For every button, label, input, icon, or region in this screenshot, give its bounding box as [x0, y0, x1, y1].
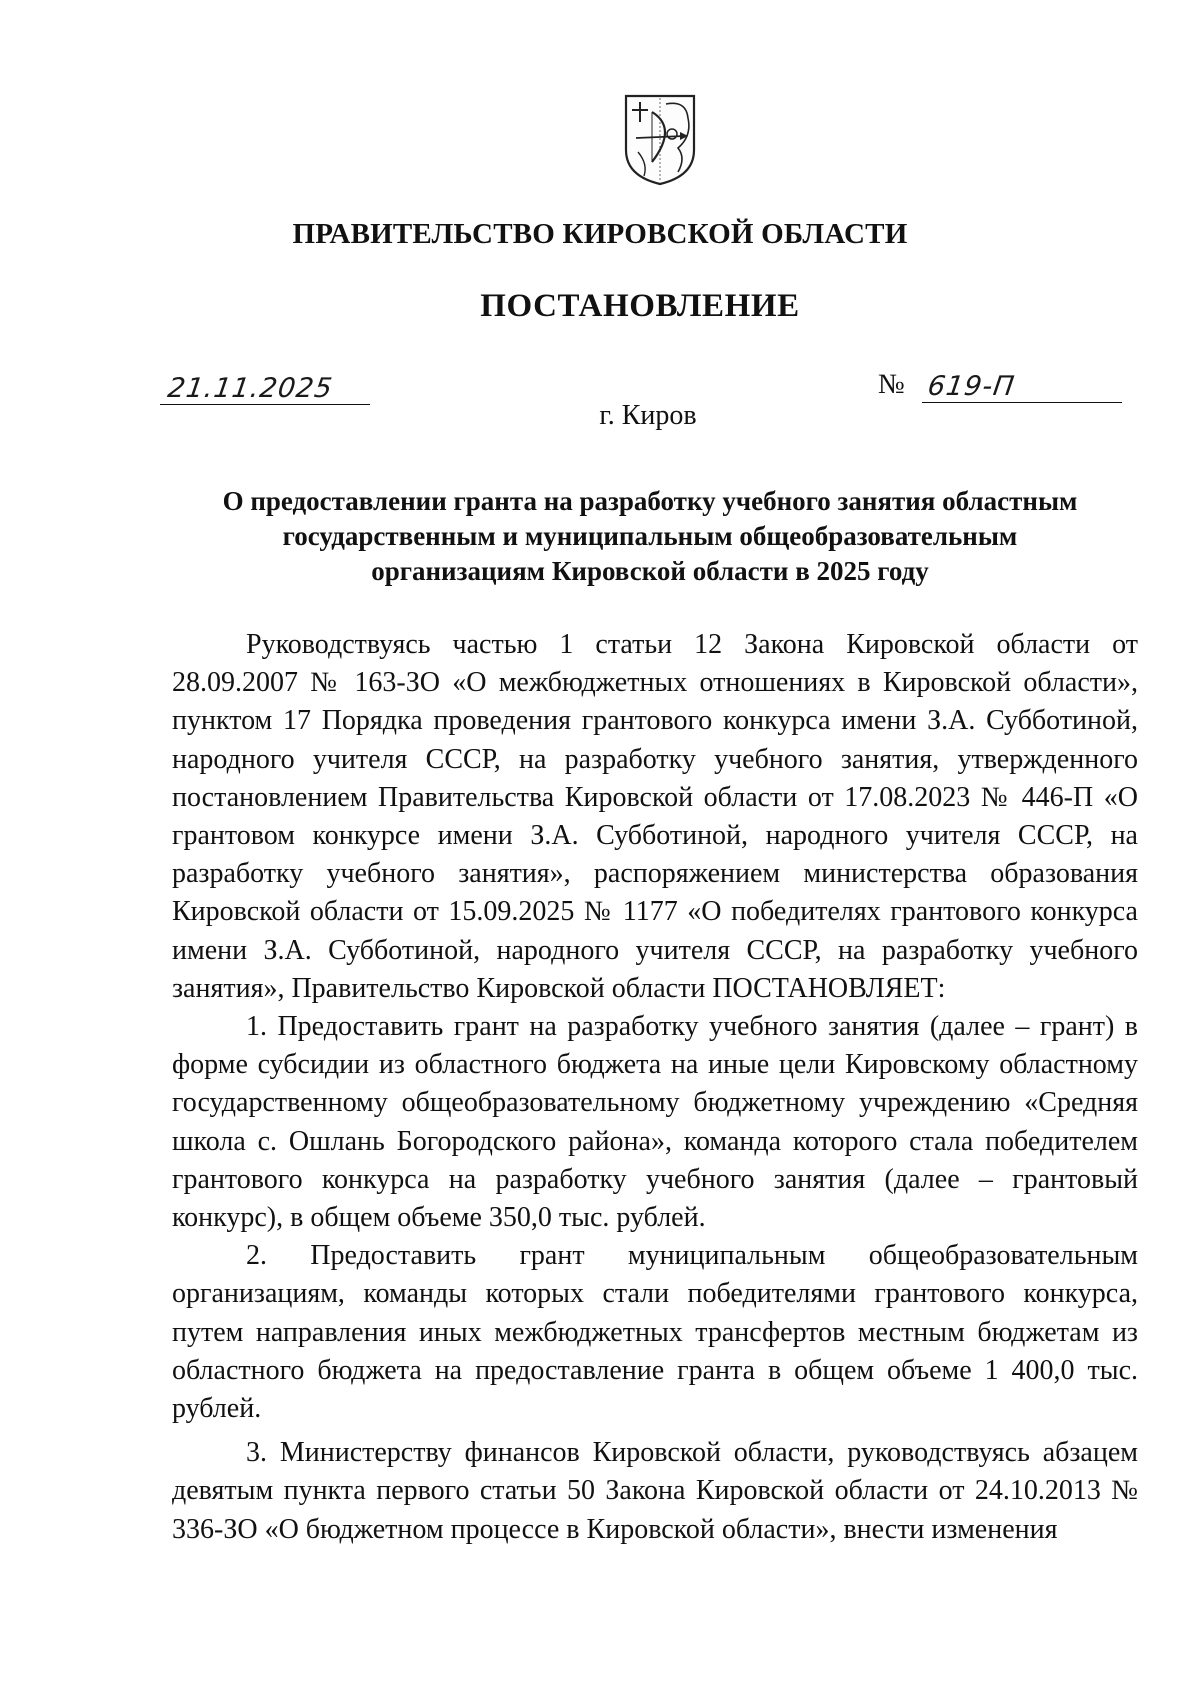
document-subject: [170, 484, 1130, 589]
preamble-paragraph: Руководствуясь частью 1 статьи 12 Закона Кировской области от 28.09.2007 № 163-ЗО «О межбюджетных отношениях в Кировской области», пунктом 17 Порядка проведения грантового конкурса имени З.А. Субботиной, народного учителя СССР, на разработку учебного занятия, утвержденного постановлением Правительства Кировской области от 17.08.2023 № 446-П «О грантовом конкурсе имени З.А. Субботиной, народного учителя СССР, на разработку учебного занятия», распоряжением министерства образования Кировской области от 15.09.2025 № 1177 «О победителях грантового конкурса имени З.А. Субботиной, народного учителя СССР, на разработку учебного занятия», Правительство Кировской области ПОСТАНОВЛЯЕТ:: [172, 629, 1138, 1004]
document-body: [172, 626, 1138, 1549]
subject-line-3: организациям Кировской области в 2025 году: [371, 556, 929, 586]
number-label: №: [878, 369, 905, 400]
document-type-title: ПОСТАНОВЛЕНИЕ: [480, 288, 800, 324]
subject-line-2: государственным и муниципальным общеобразовательным: [282, 521, 1018, 551]
number-field: [922, 370, 1122, 403]
coat-of-arms-icon: [622, 92, 698, 188]
government-title: ПРАВИТЕЛЬСТВО КИРОВСКОЙ ОБЛАСТИ: [292, 218, 908, 250]
handwritten-date: 21.11.2025: [165, 373, 335, 404]
item-2-paragraph: 2. Предоставить грант муниципальным общеобразовательным организациям, команды которых стали победителями грантового конкурса, путем направления иных межбюджетных трансфертов местным бюджетам из областного бюджета на предоставление гранта в общем объеме 1 400,0 тыс. рублей.: [172, 1240, 1138, 1425]
handwritten-number: 619-П: [925, 371, 1017, 402]
item-3-paragraph: 3. Министерству финансов Кировской области, руководствуясь абзацем девятым пункта первого статьи 50 Закона Кировской области от 24.10.2013 № 336-ЗО «О бюджетном процессе в Кировской области», внести изменения: [172, 1437, 1138, 1545]
item-1-paragraph: 1. Предоставить грант на разработку учебного занятия (далее – грант) в форме субсидии из областного бюджета на иные цели Кировскому областному государственному общеобразовательному бюджетному учреждению «Средняя школа с. Ошлань Богородского района», команда которого стала победителем грантового конкурса на разработку учебного занятия (далее – грантовый конкурс), в общем объеме 350,0 тыс. рублей.: [172, 1011, 1138, 1234]
city-label: г. Киров: [599, 400, 697, 431]
subject-line-1: О предоставлении гранта на разработку учебного занятия областным: [222, 486, 1078, 516]
